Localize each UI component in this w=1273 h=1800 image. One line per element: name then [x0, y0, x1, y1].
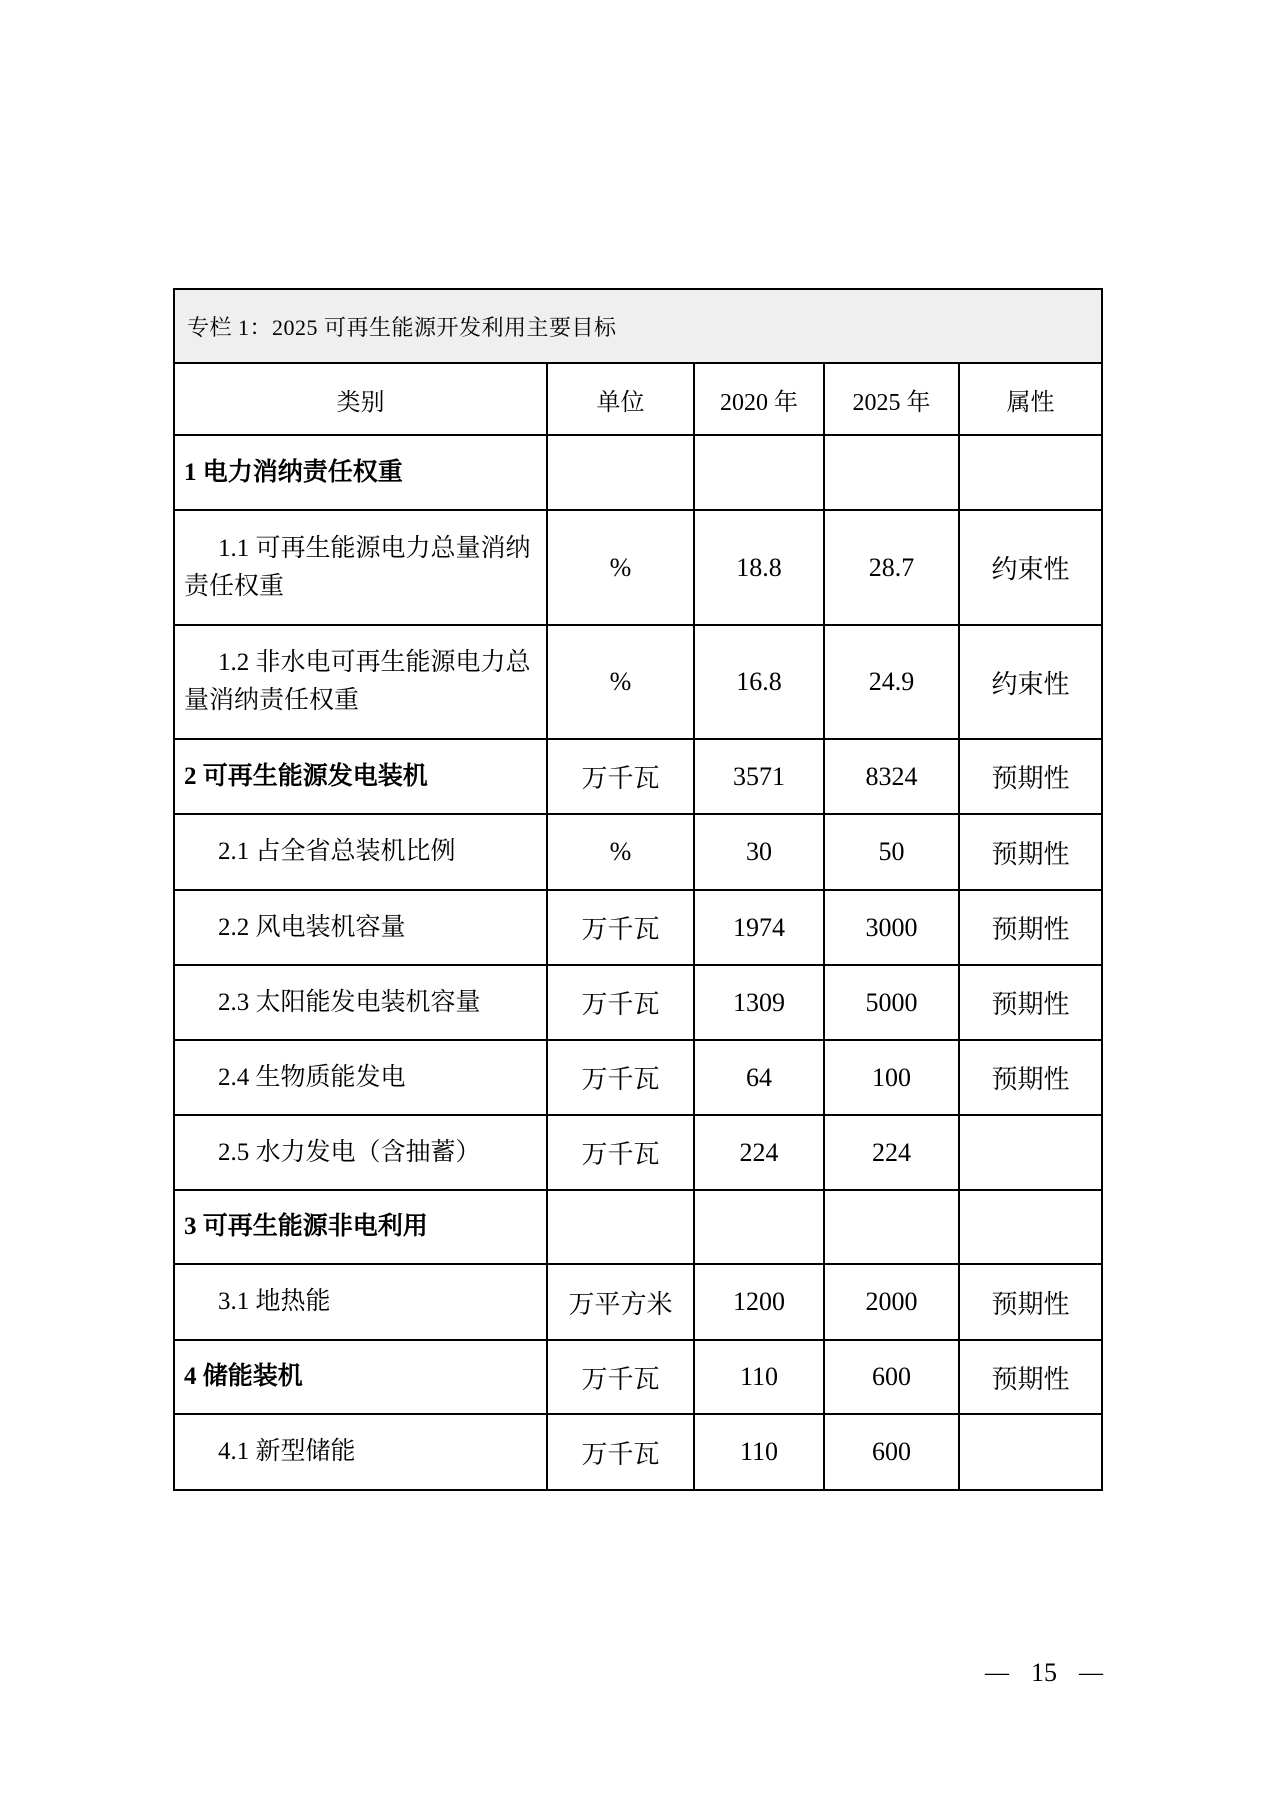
- unit-cell: 万千瓦: [547, 965, 694, 1040]
- page-footer: [985, 1658, 1103, 1688]
- value-2020-cell: 18.8: [694, 510, 824, 625]
- attribute-cell: [959, 1115, 1102, 1190]
- value-2020-cell: 30: [694, 814, 824, 890]
- attribute-cell: 预期性: [959, 965, 1102, 1040]
- unit-cell: 万千瓦: [547, 1340, 694, 1414]
- value-2020-cell: 1974: [694, 890, 824, 965]
- value-2020-cell: 1200: [694, 1264, 824, 1340]
- value-2025-cell: [824, 435, 959, 510]
- value-2025-cell: [824, 1190, 959, 1264]
- table-row: [174, 814, 1102, 890]
- attribute-cell: 预期性: [959, 814, 1102, 890]
- table-row: [174, 1264, 1102, 1340]
- table-row: [174, 1414, 1102, 1490]
- col-header-unit: 单位: [547, 363, 694, 435]
- attribute-cell: 预期性: [959, 1040, 1102, 1115]
- table-row: [174, 510, 1102, 625]
- value-2020-cell: 1309: [694, 965, 824, 1040]
- category-cell: 2.1 占全省总装机比例: [174, 814, 547, 890]
- category-cell: 2.2 风电装机容量: [174, 890, 547, 965]
- table-row: [174, 1115, 1102, 1190]
- table-row: [174, 965, 1102, 1040]
- unit-cell: 万千瓦: [547, 1115, 694, 1190]
- unit-cell: 万千瓦: [547, 890, 694, 965]
- value-2025-cell: 224: [824, 1115, 959, 1190]
- value-2025-cell: 2000: [824, 1264, 959, 1340]
- category-cell: 1 电力消纳责任权重: [174, 435, 547, 510]
- category-cell: 3.1 地热能: [174, 1264, 547, 1340]
- unit-cell: %: [547, 625, 694, 739]
- table-row: [174, 1040, 1102, 1115]
- table-row: [174, 1340, 1102, 1414]
- unit-cell: 万千瓦: [547, 1414, 694, 1490]
- category-cell: 3 可再生能源非电利用: [174, 1190, 547, 1264]
- category-cell: 2.4 生物质能发电: [174, 1040, 547, 1115]
- unit-cell: 万平方米: [547, 1264, 694, 1340]
- attribute-cell: 预期性: [959, 739, 1102, 814]
- col-header-2025: 2025 年: [824, 363, 959, 435]
- unit-cell: %: [547, 510, 694, 625]
- table-row: [174, 625, 1102, 739]
- category-cell: 2.5 水力发电（含抽蓄）: [174, 1115, 547, 1190]
- value-2025-cell: 100: [824, 1040, 959, 1115]
- value-2025-cell: 600: [824, 1340, 959, 1414]
- attribute-cell: [959, 435, 1102, 510]
- attribute-cell: 约束性: [959, 625, 1102, 739]
- value-2025-cell: 8324: [824, 739, 959, 814]
- table-title: 专栏 1：2025 可再生能源开发利用主要目标: [174, 289, 1102, 363]
- renewable-targets-table: [173, 288, 1103, 1491]
- value-2025-cell: 24.9: [824, 625, 959, 739]
- value-2025-cell: 600: [824, 1414, 959, 1490]
- category-cell: 4 储能装机: [174, 1340, 547, 1414]
- unit-cell: 万千瓦: [547, 1040, 694, 1115]
- attribute-cell: 约束性: [959, 510, 1102, 625]
- value-2020-cell: 110: [694, 1340, 824, 1414]
- value-2020-cell: 3571: [694, 739, 824, 814]
- unit-cell: %: [547, 814, 694, 890]
- attribute-cell: 预期性: [959, 1264, 1102, 1340]
- table-body: [174, 435, 1102, 1490]
- category-cell: 4.1 新型储能: [174, 1414, 547, 1490]
- value-2020-cell: 64: [694, 1040, 824, 1115]
- category-cell: 2 可再生能源发电装机: [174, 739, 547, 814]
- value-2020-cell: 224: [694, 1115, 824, 1190]
- footer-left-dash: —: [985, 1659, 1009, 1686]
- unit-cell: [547, 1190, 694, 1264]
- page-number: 15: [1031, 1658, 1057, 1687]
- attribute-cell: 预期性: [959, 890, 1102, 965]
- col-header-attr: 属性: [959, 363, 1102, 435]
- value-2020-cell: 110: [694, 1414, 824, 1490]
- value-2020-cell: 16.8: [694, 625, 824, 739]
- footer-right-dash: —: [1079, 1659, 1103, 1686]
- attribute-cell: 预期性: [959, 1340, 1102, 1414]
- unit-cell: 万千瓦: [547, 739, 694, 814]
- value-2020-cell: [694, 435, 824, 510]
- table-title-row: [174, 289, 1102, 363]
- table-row: [174, 435, 1102, 510]
- value-2025-cell: 28.7: [824, 510, 959, 625]
- attribute-cell: [959, 1190, 1102, 1264]
- value-2025-cell: 3000: [824, 890, 959, 965]
- unit-cell: [547, 435, 694, 510]
- category-cell: 1.2 非水电可再生能源电力总量消纳责任权重: [174, 625, 547, 739]
- table-row: [174, 1190, 1102, 1264]
- value-2020-cell: [694, 1190, 824, 1264]
- table-row: [174, 739, 1102, 814]
- col-header-2020: 2020 年: [694, 363, 824, 435]
- table-row: [174, 890, 1102, 965]
- category-cell: 2.3 太阳能发电装机容量: [174, 965, 547, 1040]
- table-header-row: [174, 363, 1102, 435]
- attribute-cell: [959, 1414, 1102, 1490]
- category-cell: 1.1 可再生能源电力总量消纳责任权重: [174, 510, 547, 625]
- value-2025-cell: 5000: [824, 965, 959, 1040]
- value-2025-cell: 50: [824, 814, 959, 890]
- col-header-category: 类别: [174, 363, 547, 435]
